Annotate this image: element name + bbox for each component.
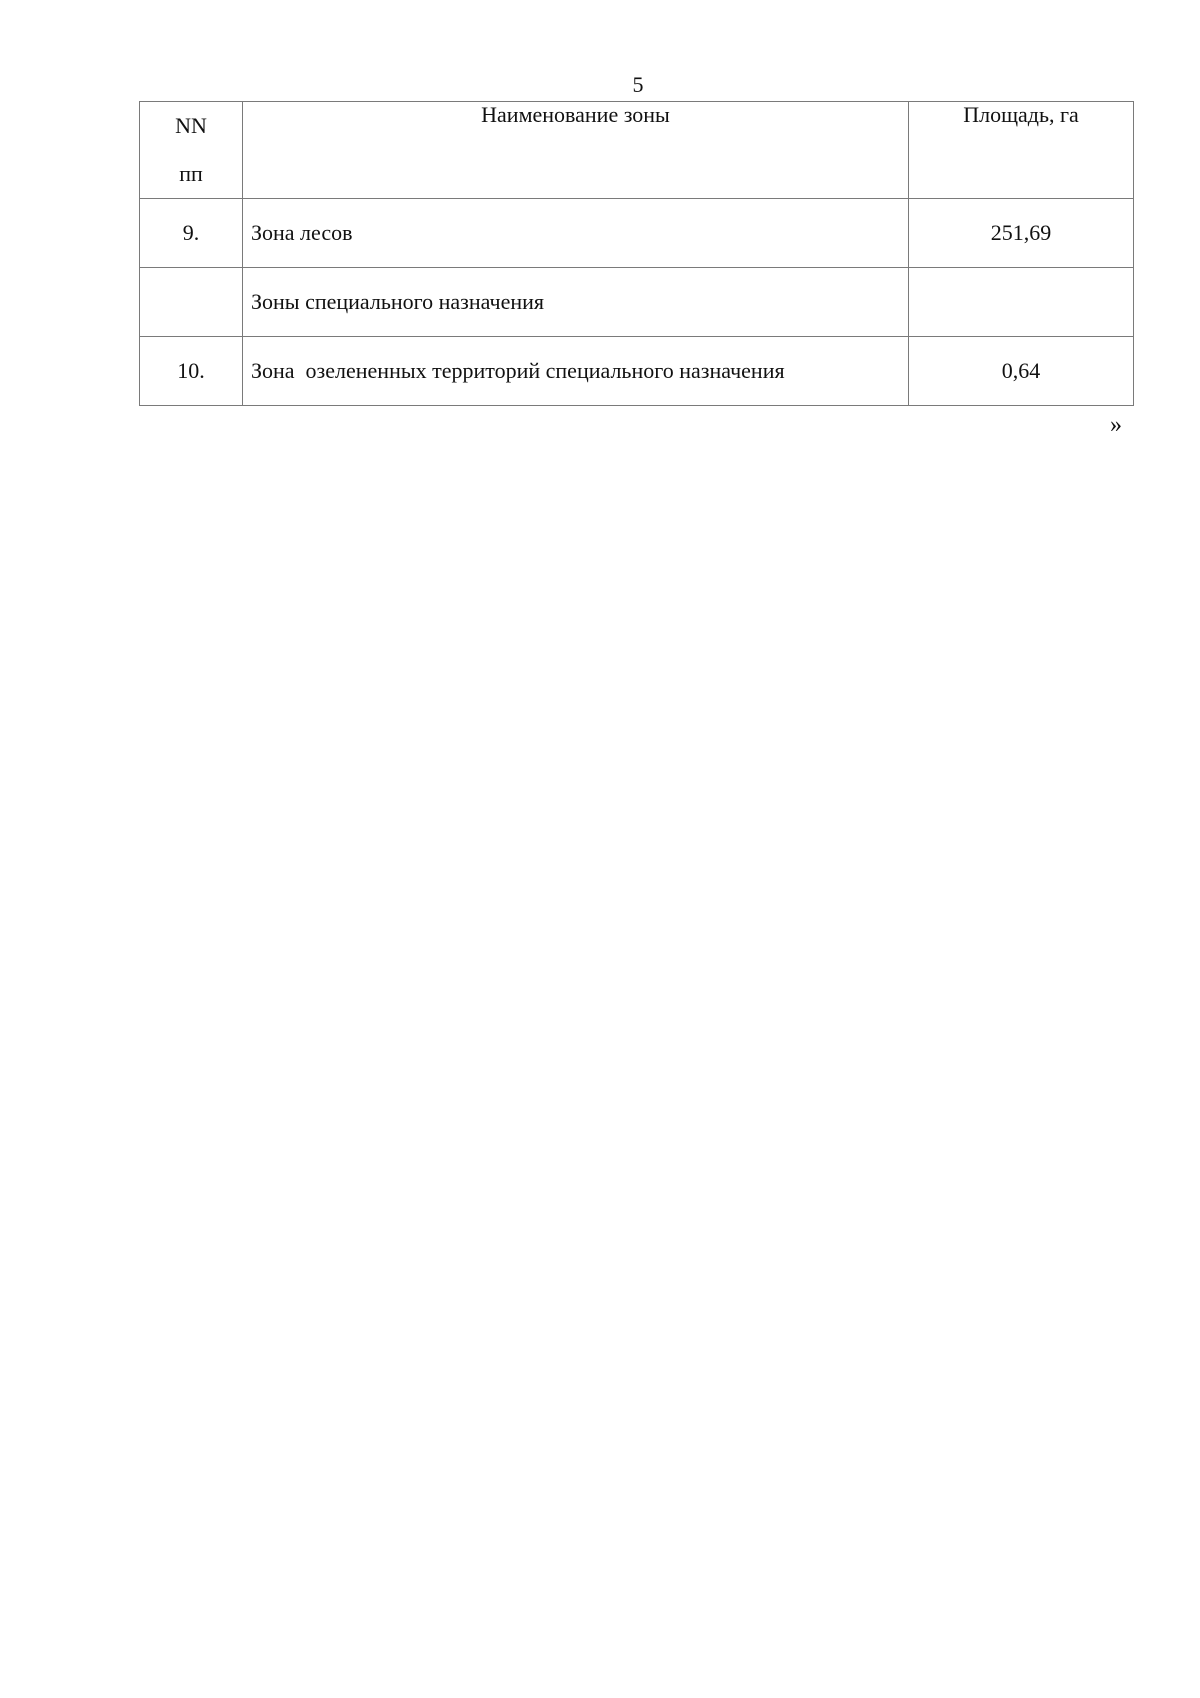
table-row (140, 268, 1134, 337)
row-zone-name: Зоны специального назначения (243, 268, 909, 337)
row-number: 10. (140, 337, 243, 406)
row-number (140, 268, 243, 337)
zones-table (139, 101, 1134, 406)
row-area: 251,69 (909, 199, 1134, 268)
header-number (140, 102, 243, 199)
table-header-row (140, 102, 1134, 199)
header-area: Площадь, га (909, 102, 1134, 199)
row-area (909, 268, 1134, 337)
header-number-line2: пп (179, 161, 203, 186)
row-area: 0,64 (909, 337, 1134, 406)
page-number: 5 (632, 72, 644, 97)
header-zone-name: Наименование зоны (243, 102, 909, 199)
closing-quote-mark: » (1110, 412, 1122, 438)
table-row (140, 337, 1134, 406)
row-zone-name: Зона озелененных территорий специального назначения (243, 337, 909, 406)
table-row (140, 199, 1134, 268)
row-number: 9. (140, 199, 243, 268)
row-zone-name: Зона лесов (243, 199, 909, 268)
header-number-line1: NN (175, 113, 207, 138)
